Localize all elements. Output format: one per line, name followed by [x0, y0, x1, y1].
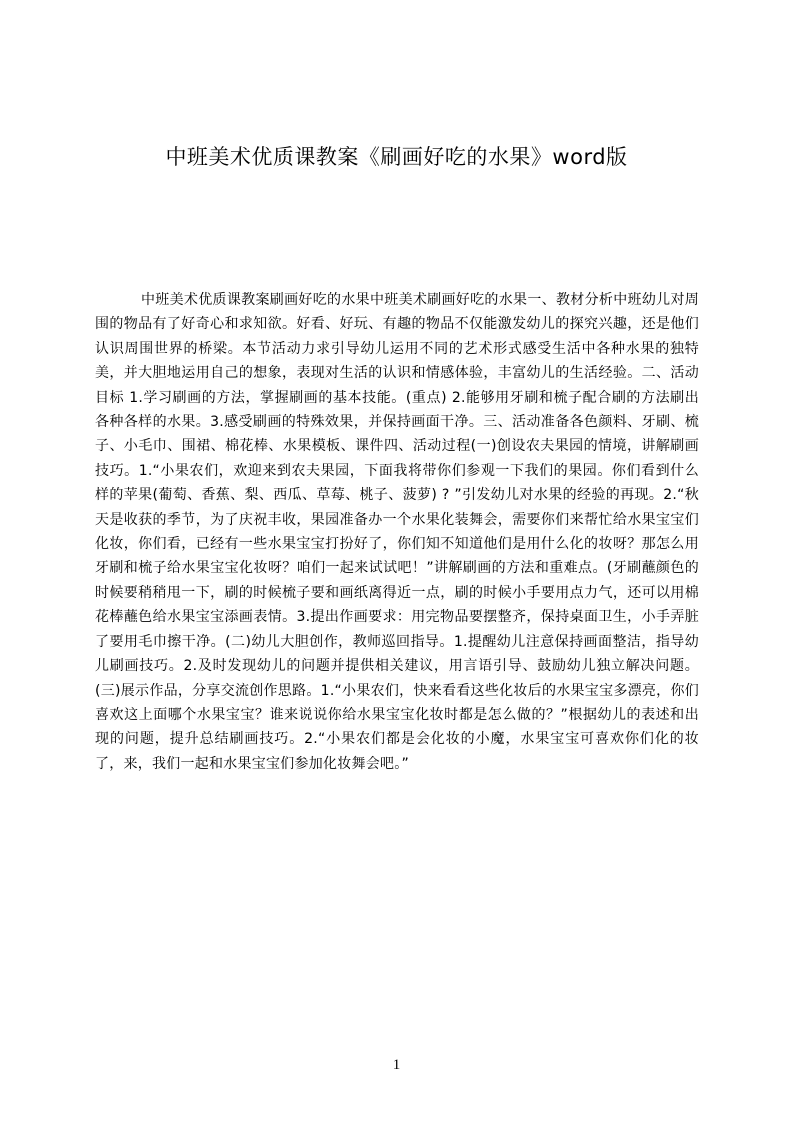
page-number: 1: [392, 1057, 401, 1073]
document-body-paragraph: 中班美术优质课教案刷画好吃的水果中班美术刷画好吃的水果一、教材分析中班幼儿对周围的物品有了好奇心和求知欲。好看、好玩、有趣的物品不仅能激发幼儿的探究兴趣，还是他们认识周围世界的桥梁。本节活动力求引导幼儿运用不同的艺术形式感受生活中各种水果的独特美，并大胆地运用自己的想象，表现对生活的认识和情感体验，丰富幼儿的生活经验。二、活动目标 1.学习刷画的方法，掌握刷画的基本技能。(重点) 2.能够用牙刷和梳子配合刷的方法刷出各种各样的水果。3.感受刷画的特殊效果，并保持画面干净。三、活动准备各色颜料、牙刷、梳子、小毛巾、围裙、棉花棒、水果模板、课件四、活动过程(一)创设农夫果园的情境，讲解刷画技巧。1.“小果农们，欢迎来到农夫果园，下面我将带你们参观一下我们的果园。你们看到什么样的苹果(葡萄、香蕉、梨、西瓜、草莓、桃子、菠萝) ? ”引发幼儿对水果的经验的再现。2.“秋天是收获的季节，为了庆祝丰收，果园准备办一个水果化装舞会，需要你们来帮忙给水果宝宝们化妆，你们看，已经有一些水果宝宝打扮好了，你们知不知道他们是用什么化的妆呀？那怎么用牙刷和梳子给水果宝宝化妆呀？咱们一起来试试吧！”讲解刷画的方法和重难点。(牙刷蘸颜色的时候要稍稍甩一下，刷的时候梳子要和画纸离得近一点，刷的时候小手要用点力气，还可以用棉花棒蘸色给水果宝宝添画表情。3.提出作画要求：用完物品要摆整齐，保持桌面卫生，小手弄脏了要用毛巾擦干净。(二)幼儿大胆创作，教师巡回指导。1.提醒幼儿注意保持画面整洁，指导幼儿刷画技巧。2.及时发现幼儿的问题并提供相关建议，用言语引导、鼓励幼儿独立解决问题。(三)展示作品，分享交流创作思路。1.“小果农们，快来看看这些化妆后的水果宝宝多漂亮，你们喜欢这上面哪个水果宝宝？谁来说说你给水果宝宝化妆时都是怎么做的？”根据幼儿的表述和出现的问题，提升总结刷画技巧。2.“小果农们都是会化妆的小魔，水果宝宝可喜欢你们化的妆了，来，我们一起和水果宝宝们参加化妆舞会吧。”: [95, 292, 699, 772]
document-title: 中班美术优质课教案《刷画好吃的水果》word版: [165, 145, 628, 169]
